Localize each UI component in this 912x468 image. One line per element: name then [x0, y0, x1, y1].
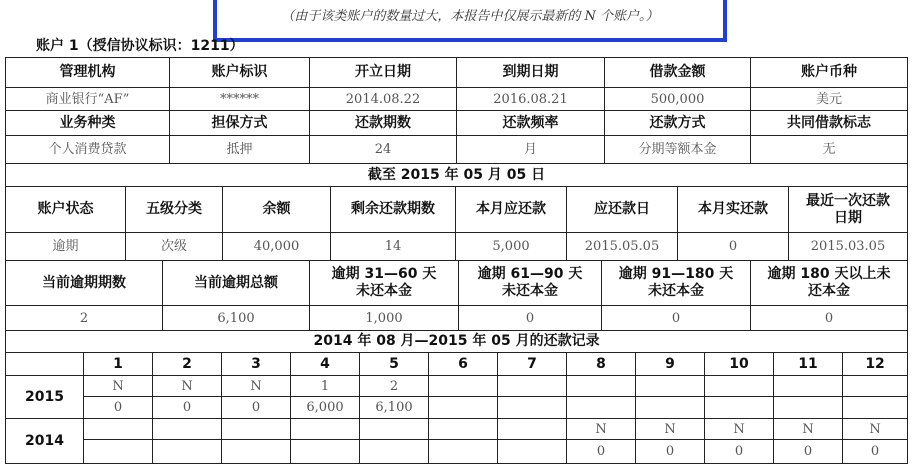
- record-status: [153, 419, 222, 440]
- column-header: 最近一次还款日期: [789, 187, 908, 233]
- column-header: 借款金额: [605, 58, 751, 88]
- column-header: 本月应还款: [456, 187, 567, 233]
- record-amount: [498, 397, 567, 419]
- record-title-row: [6, 331, 908, 353]
- field-value: 1,000: [310, 306, 459, 331]
- record-status: [429, 419, 498, 440]
- record-amount: [429, 397, 498, 419]
- field-value: 5,000: [456, 233, 567, 261]
- record-amount: 0: [84, 397, 153, 419]
- header-row: [6, 187, 908, 233]
- field-value: 2015.03.05: [789, 233, 908, 261]
- record-amount: 6,000: [291, 397, 360, 419]
- record-status: [498, 419, 567, 440]
- month-header: 8: [567, 353, 636, 376]
- record-status: N: [222, 376, 291, 397]
- field-value: 40,000: [223, 233, 331, 261]
- field-value: 2: [6, 306, 163, 331]
- field-value: 0: [678, 233, 789, 261]
- column-header: 账户币种: [751, 58, 908, 88]
- month-header: 3: [222, 353, 291, 376]
- record-status-row: [6, 419, 908, 440]
- column-header: 剩余还款期数: [331, 187, 456, 233]
- record-status: [429, 376, 498, 397]
- record-amount: [429, 440, 498, 464]
- record-amount: [222, 440, 291, 464]
- column-header: 余额: [223, 187, 331, 233]
- month-header: 12: [843, 353, 908, 376]
- record-status: [705, 376, 774, 397]
- record-amount: 0: [705, 440, 774, 464]
- field-value: ******: [170, 88, 310, 111]
- column-header: 还款频率: [457, 111, 605, 136]
- record-status: N: [843, 419, 908, 440]
- record-status: N: [567, 419, 636, 440]
- value-row: [6, 233, 908, 261]
- column-header: 共同借款标志: [751, 111, 908, 136]
- account-title: 账户 1（授信协议标识：1211）: [36, 38, 244, 54]
- record-amount: 0: [843, 440, 908, 464]
- record-amount-row: [6, 397, 908, 419]
- record-amount: [291, 440, 360, 464]
- record-amount: [498, 440, 567, 464]
- record-status: N: [84, 376, 153, 397]
- status-table: [5, 186, 908, 261]
- field-value: 0: [751, 306, 908, 331]
- field-value: 0: [602, 306, 751, 331]
- record-amount: 0: [222, 397, 291, 419]
- record-status: [567, 376, 636, 397]
- record-status: [636, 376, 705, 397]
- month-header: 10: [705, 353, 774, 376]
- field-value: 美元: [751, 88, 908, 111]
- header-row: [6, 58, 908, 88]
- field-value: 个人消费贷款: [6, 136, 170, 164]
- field-value: 商业银行“AF”: [6, 88, 170, 111]
- corner-cell: [6, 353, 84, 376]
- field-value: 6,100: [163, 306, 310, 331]
- field-value: 次级: [126, 233, 223, 261]
- month-header: 1: [84, 353, 153, 376]
- record-amount-row: [6, 440, 908, 464]
- record-title: 2014 年 08 月—2015 年 05 月的还款记录: [6, 331, 908, 353]
- record-amount: 6,100: [360, 397, 429, 419]
- month-header: 11: [774, 353, 843, 376]
- column-header: 应还款日: [567, 187, 678, 233]
- value-row: [6, 88, 908, 111]
- repayment-record-table: [5, 330, 908, 464]
- year-label: 2014: [6, 419, 84, 464]
- field-value: 500,000: [605, 88, 751, 111]
- field-value: 2014.08.22: [310, 88, 457, 111]
- record-amount: 0: [774, 440, 843, 464]
- record-status: [84, 419, 153, 440]
- field-value: 14: [331, 233, 456, 261]
- record-status: [222, 419, 291, 440]
- month-header: 4: [291, 353, 360, 376]
- record-status: [291, 419, 360, 440]
- month-header: 6: [429, 353, 498, 376]
- column-header: 当前逾期期数: [6, 261, 163, 306]
- record-amount: [153, 440, 222, 464]
- field-value: 24: [310, 136, 457, 164]
- record-amount: [774, 397, 843, 419]
- basic-info-table: [5, 57, 908, 187]
- record-amount: [843, 397, 908, 419]
- record-amount: [705, 397, 774, 419]
- column-header: 开立日期: [310, 58, 457, 88]
- record-amount: [84, 440, 153, 464]
- record-status-row: [6, 376, 908, 397]
- record-status: 1: [291, 376, 360, 397]
- column-header: 到期日期: [457, 58, 605, 88]
- column-header: 当前逾期总额: [163, 261, 310, 306]
- column-header: 逾期 180 天以上未还本金: [751, 261, 908, 306]
- column-header: 业务种类: [6, 111, 170, 136]
- field-value: 逾期: [6, 233, 126, 261]
- record-amount: 0: [567, 440, 636, 464]
- column-header: 还款方式: [605, 111, 751, 136]
- header-row: [6, 111, 908, 136]
- overdue-table: [5, 260, 908, 331]
- record-status: [843, 376, 908, 397]
- column-header: 账户状态: [6, 187, 126, 233]
- column-header: 逾期 31—60 天未还本金: [310, 261, 459, 306]
- field-value: 月: [457, 136, 605, 164]
- value-row: [6, 306, 908, 331]
- record-status: N: [153, 376, 222, 397]
- record-status: [498, 376, 567, 397]
- record-status: [360, 419, 429, 440]
- column-header: 逾期 61—90 天未还本金: [459, 261, 602, 306]
- month-header: 5: [360, 353, 429, 376]
- value-row: [6, 136, 908, 164]
- month-header: 9: [636, 353, 705, 376]
- record-status: N: [705, 419, 774, 440]
- notice-text: （由于该类账户的数量过大，本报告中仅展示最新的 N 个账户。）: [281, 9, 659, 24]
- record-amount: 0: [153, 397, 222, 419]
- year-label: 2015: [6, 376, 84, 419]
- column-header: 五级分类: [126, 187, 223, 233]
- field-value: 2016.08.21: [457, 88, 605, 111]
- record-status: N: [774, 419, 843, 440]
- record-amount: [567, 397, 636, 419]
- as-of-date: 截至 2015 年 05 月 05 日: [6, 164, 908, 187]
- record-amount: [636, 397, 705, 419]
- column-header: 还款期数: [310, 111, 457, 136]
- record-status: 2: [360, 376, 429, 397]
- notice-box: [213, 0, 727, 42]
- header-row: [6, 261, 908, 306]
- field-value: 2015.05.05: [567, 233, 678, 261]
- record-status: N: [636, 419, 705, 440]
- field-value: 分期等额本金: [605, 136, 751, 164]
- column-header: 本月实还款: [678, 187, 789, 233]
- month-header: 7: [498, 353, 567, 376]
- month-header-row: [6, 353, 908, 376]
- column-header: 担保方式: [170, 111, 310, 136]
- month-header: 2: [153, 353, 222, 376]
- record-amount: 0: [636, 440, 705, 464]
- record-status: [774, 376, 843, 397]
- as-of-row: [6, 164, 908, 187]
- column-header: 管理机构: [6, 58, 170, 88]
- record-amount: [360, 440, 429, 464]
- field-value: 0: [459, 306, 602, 331]
- column-header: 账户标识: [170, 58, 310, 88]
- field-value: 无: [751, 136, 908, 164]
- field-value: 抵押: [170, 136, 310, 164]
- column-header: 逾期 91—180 天未还本金: [602, 261, 751, 306]
